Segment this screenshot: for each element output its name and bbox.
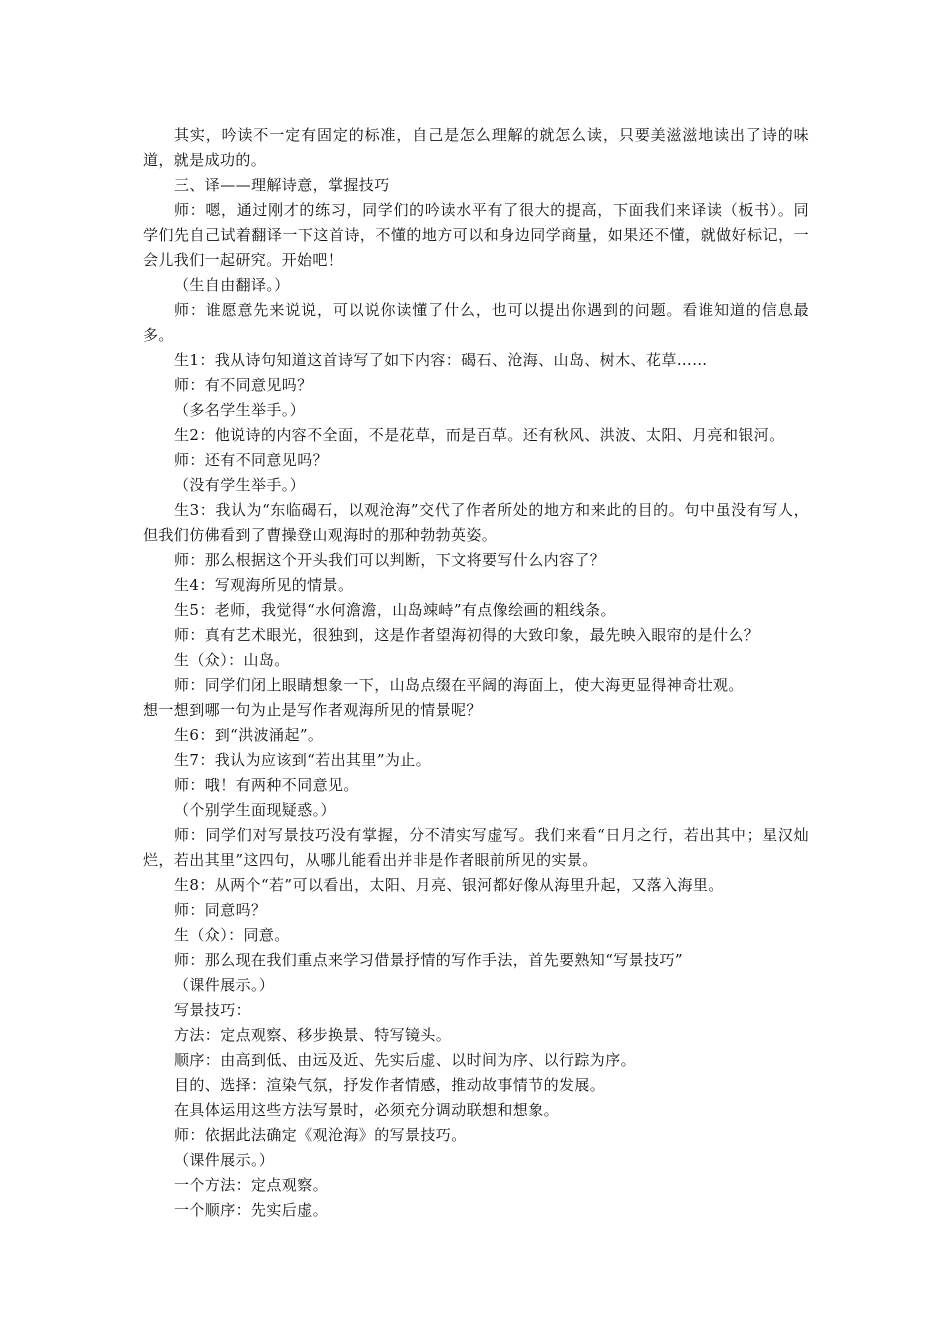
paragraph: 师：同意吗？: [174, 901, 267, 919]
paragraph: 师：哦！有两种不同意见。: [174, 776, 359, 794]
paragraph: 方法：定点观察、移步换景、特写镜头。: [174, 1026, 452, 1044]
paragraph: 师：谁愿意先来说说，可以说你读懂了什么，也可以提出你遇到的问题。看谁知道的信息最多。: [143, 301, 809, 344]
paragraph: 生（众）：同意。: [174, 926, 290, 944]
paragraph: 生（众）：山岛。: [174, 651, 290, 669]
paragraph: 师：那么根据这个开头我们可以判断，下文将要写什么内容了？: [174, 551, 606, 569]
paragraph: 在具体运用这些方法写景时，必须充分调动联想和想象。: [174, 1101, 560, 1119]
paragraph: 师：那么现在我们重点来学习借景抒情的写作手法，首先要熟知“写景技巧”: [174, 951, 683, 969]
paragraph: 顺序：由高到低、由远及近、先实后虚、以时间为序、以行踪为序。: [174, 1051, 637, 1069]
paragraph: 师：有不同意见吗？: [174, 376, 313, 394]
paragraph: （课件展示。）: [174, 976, 275, 994]
document-body: [143, 123, 809, 1223]
paragraph: 生7：我认为应该到“若出其里”为止。: [174, 751, 432, 769]
paragraph: 师：同学们对写景技巧没有掌握，分不清实写虚写。我们来看“日月之行，若出其中；星汉灿烂，若出其里”这四句，从哪儿能看出并非是作者眼前所见的实景。: [143, 826, 809, 869]
paragraph: 师：嗯，通过刚才的练习，同学们的吟读水平有了很大的提高，下面我们来译读（板书）。同学们先自己试着翻译一下这首诗，不懂的地方可以和身边同学商量，如果还不懂，就做好标记，一会儿我们一起研究。开始吧！: [143, 201, 809, 269]
paragraph: 目的、选择：渲染气氛，抒发作者情感，推动故事情节的发展。: [174, 1076, 606, 1094]
paragraph: （生自由翻译。）: [174, 276, 290, 294]
section-heading: 三、译——理解诗意，掌握技巧: [174, 176, 390, 194]
paragraph: 师：同学们闭上眼睛想象一下，山岛点缀在平阔的海面上，使大海更显得神奇壮观。: [174, 676, 744, 694]
paragraph: 生1：我从诗句知道这首诗写了如下内容：碣石、沧海、山岛、树木、花草……: [174, 351, 708, 369]
paragraph: 想一想到哪一句为止是写作者观海所见的情景呢？: [143, 701, 482, 719]
paragraph: 写景技巧：: [174, 1001, 252, 1019]
paragraph: （课件展示。）: [174, 1151, 275, 1169]
paragraph: 生6：到“洪波涌起”。: [174, 726, 324, 744]
paragraph: 一个顺序：先实后虚。: [174, 1201, 329, 1219]
paragraph: 师：还有不同意见吗？: [174, 451, 329, 469]
paragraph: 生8：从两个“若”可以看出，太阳、月亮、银河都好像从海里升起，又落入海里。: [174, 876, 724, 894]
paragraph: 其实，吟读不一定有固定的标准，自己是怎么理解的就怎么读，只要美滋滋地读出了诗的味道，就是成功的。: [143, 126, 809, 169]
paragraph: （没有学生举手。）: [174, 476, 306, 494]
paragraph: （个别学生面现疑惑。）: [174, 801, 336, 819]
paragraph: 生5：老师，我觉得“水何澹澹，山岛竦峙”有点像绘画的粗线条。: [174, 601, 616, 619]
paragraph: 一个方法：定点观察。: [174, 1176, 329, 1194]
paragraph: 师：真有艺术眼光，很独到，这是作者望海初得的大致印象，最先映入眼帘的是什么？: [174, 626, 760, 644]
paragraph: 师：依据此法确定《观沧海》的写景技巧。: [174, 1126, 467, 1144]
paragraph: 生2：他说诗的内容不全面，不是花草，而是百草。还有秋风、洪波、太阳、月亮和银河。: [174, 426, 785, 444]
paragraph: （多名学生举手。）: [174, 401, 306, 419]
paragraph: 生4：写观海所见的情景。: [174, 576, 354, 594]
paragraph: 生3：我认为“东临碣石，以观沧海”交代了作者所处的地方和来此的目的。句中虽没有写人，但我们仿佛看到了曹操登山观海时的那种勃勃英姿。: [143, 501, 809, 544]
